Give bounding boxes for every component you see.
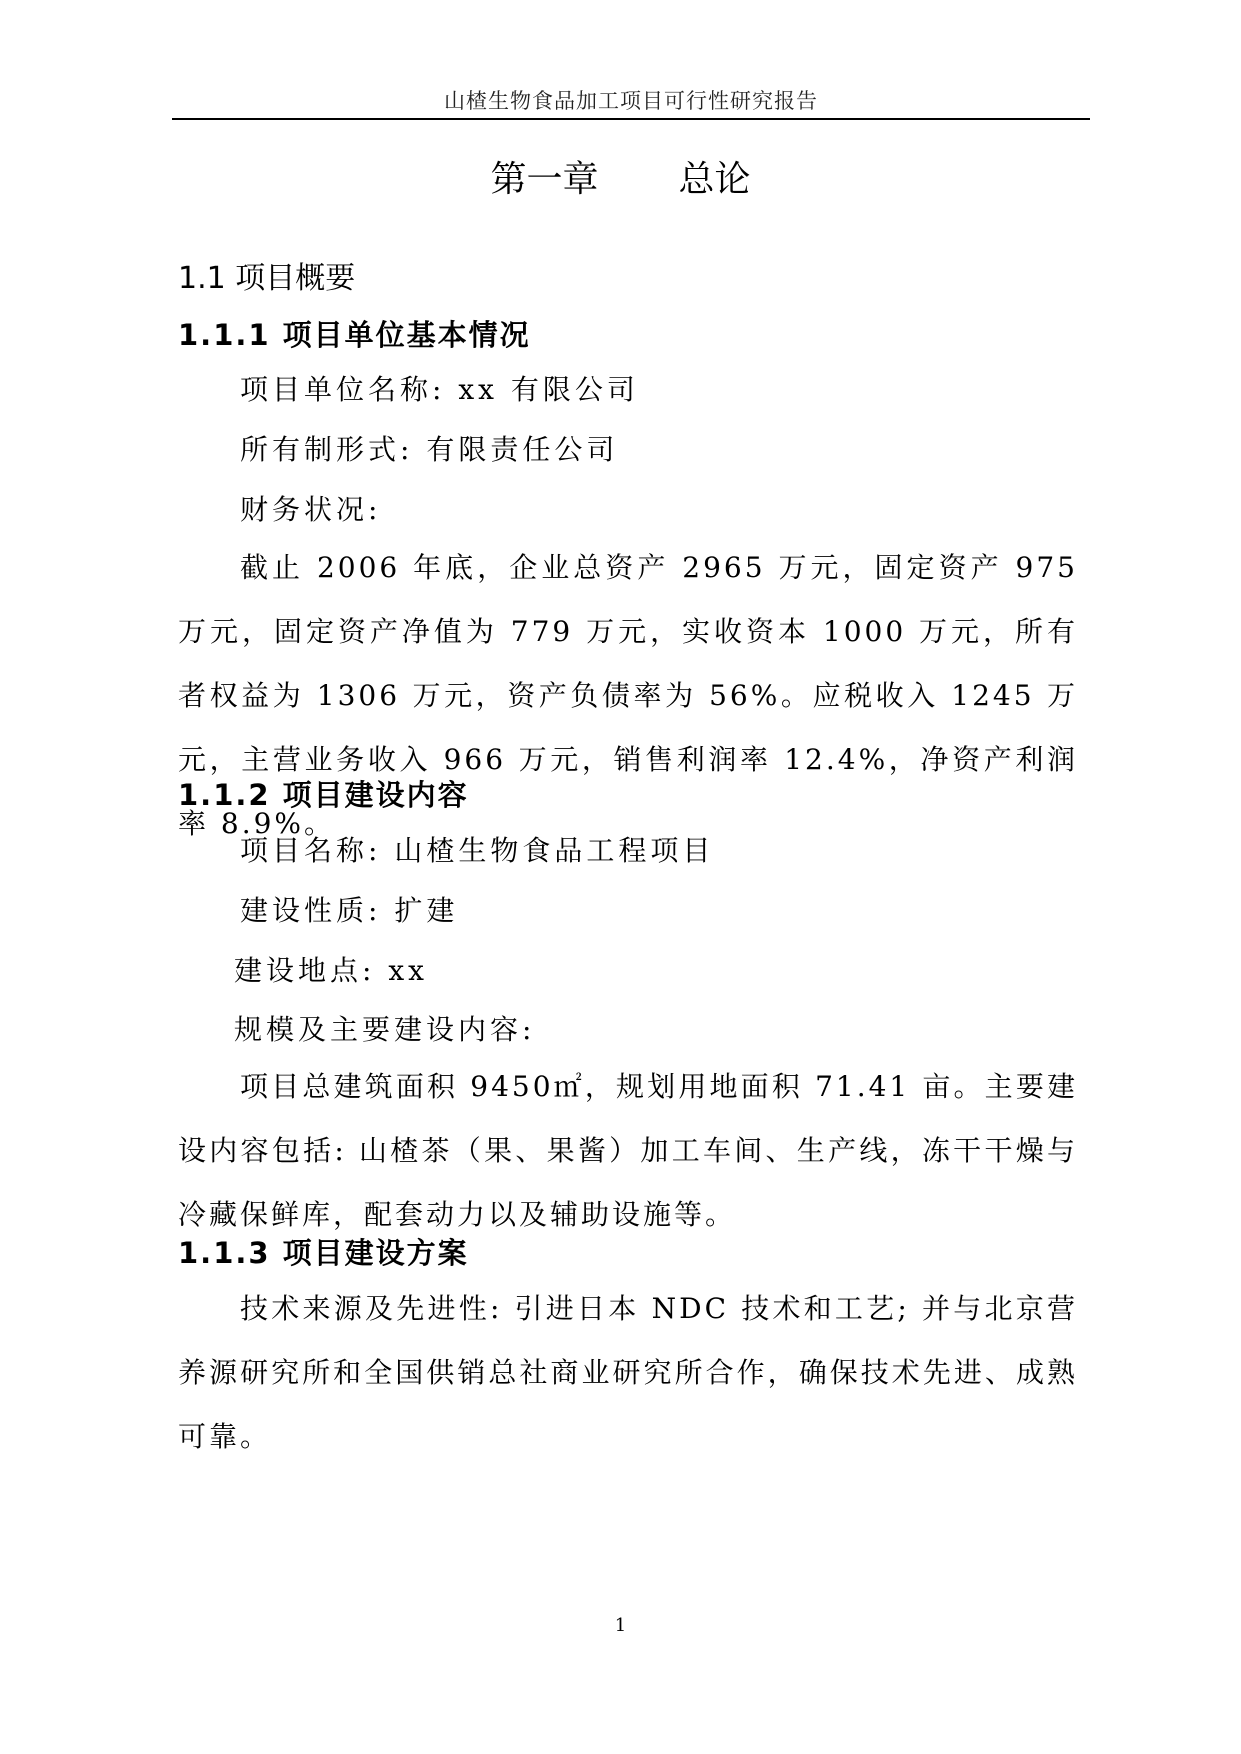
project-name-line: 项目名称: 山楂生物食品工程项目 [240,834,715,867]
subsection-heading-1-1-3: 1.1.3 项目建设方案 [178,1236,469,1270]
construction-nature-line: 建设性质: 扩建 [240,894,459,927]
finance-label: 财务状况: [240,493,382,526]
finance-paragraph: 截止 2006 年底，企业总资产 2965 万元，固定资产 975 万元，固定资产净值为 779 万元，实收资本 1000 万元，所有者权益为 1306 万元，资产负债率为 56%。应税收入 1245 万元，主营业务收入 966 万元，销售利润率 12.4%，净资产利润率 8.9%。 [178,551,1078,840]
ownership-line: 所有制形式: 有限责任公司 [240,433,619,466]
construction-location-line: 建设地点: xx [234,954,428,987]
page-number: 1 [614,1615,627,1636]
section-heading-1-1: 1.1 项目概要 [178,261,356,296]
subsection-heading-1-1-1: 1.1.1 项目单位基本情况 [178,318,531,352]
subsection-heading-1-1-2: 1.1.2 项目建设内容 [178,778,469,812]
scale-paragraph: 项目总建筑面积 9450㎡，规划用地面积 71.41 亩。主要建设内容包括: 山楂茶（果、果酱）加工车间、生产线，冻干干燥与冷藏保鲜库，配套动力以及辅助设施等。 [178,1070,1078,1231]
chapter-number: 第一章 [490,159,599,200]
unit-name-line: 项目单位名称: xx 有限公司 [240,373,639,406]
scale-label: 规模及主要建设内容: [234,1013,536,1046]
tech-source-paragraph: 技术来源及先进性: 引进日本 NDC 技术和工艺; 并与北京营养源研究所和全国供销总社商业研究所合作，确保技术先进、成熟可靠。 [178,1292,1078,1453]
chapter-name: 总论 [678,159,751,200]
chapter-title [0,155,1241,205]
running-header: 山楂生物食品加工项目可行性研究报告 [172,84,1090,120]
